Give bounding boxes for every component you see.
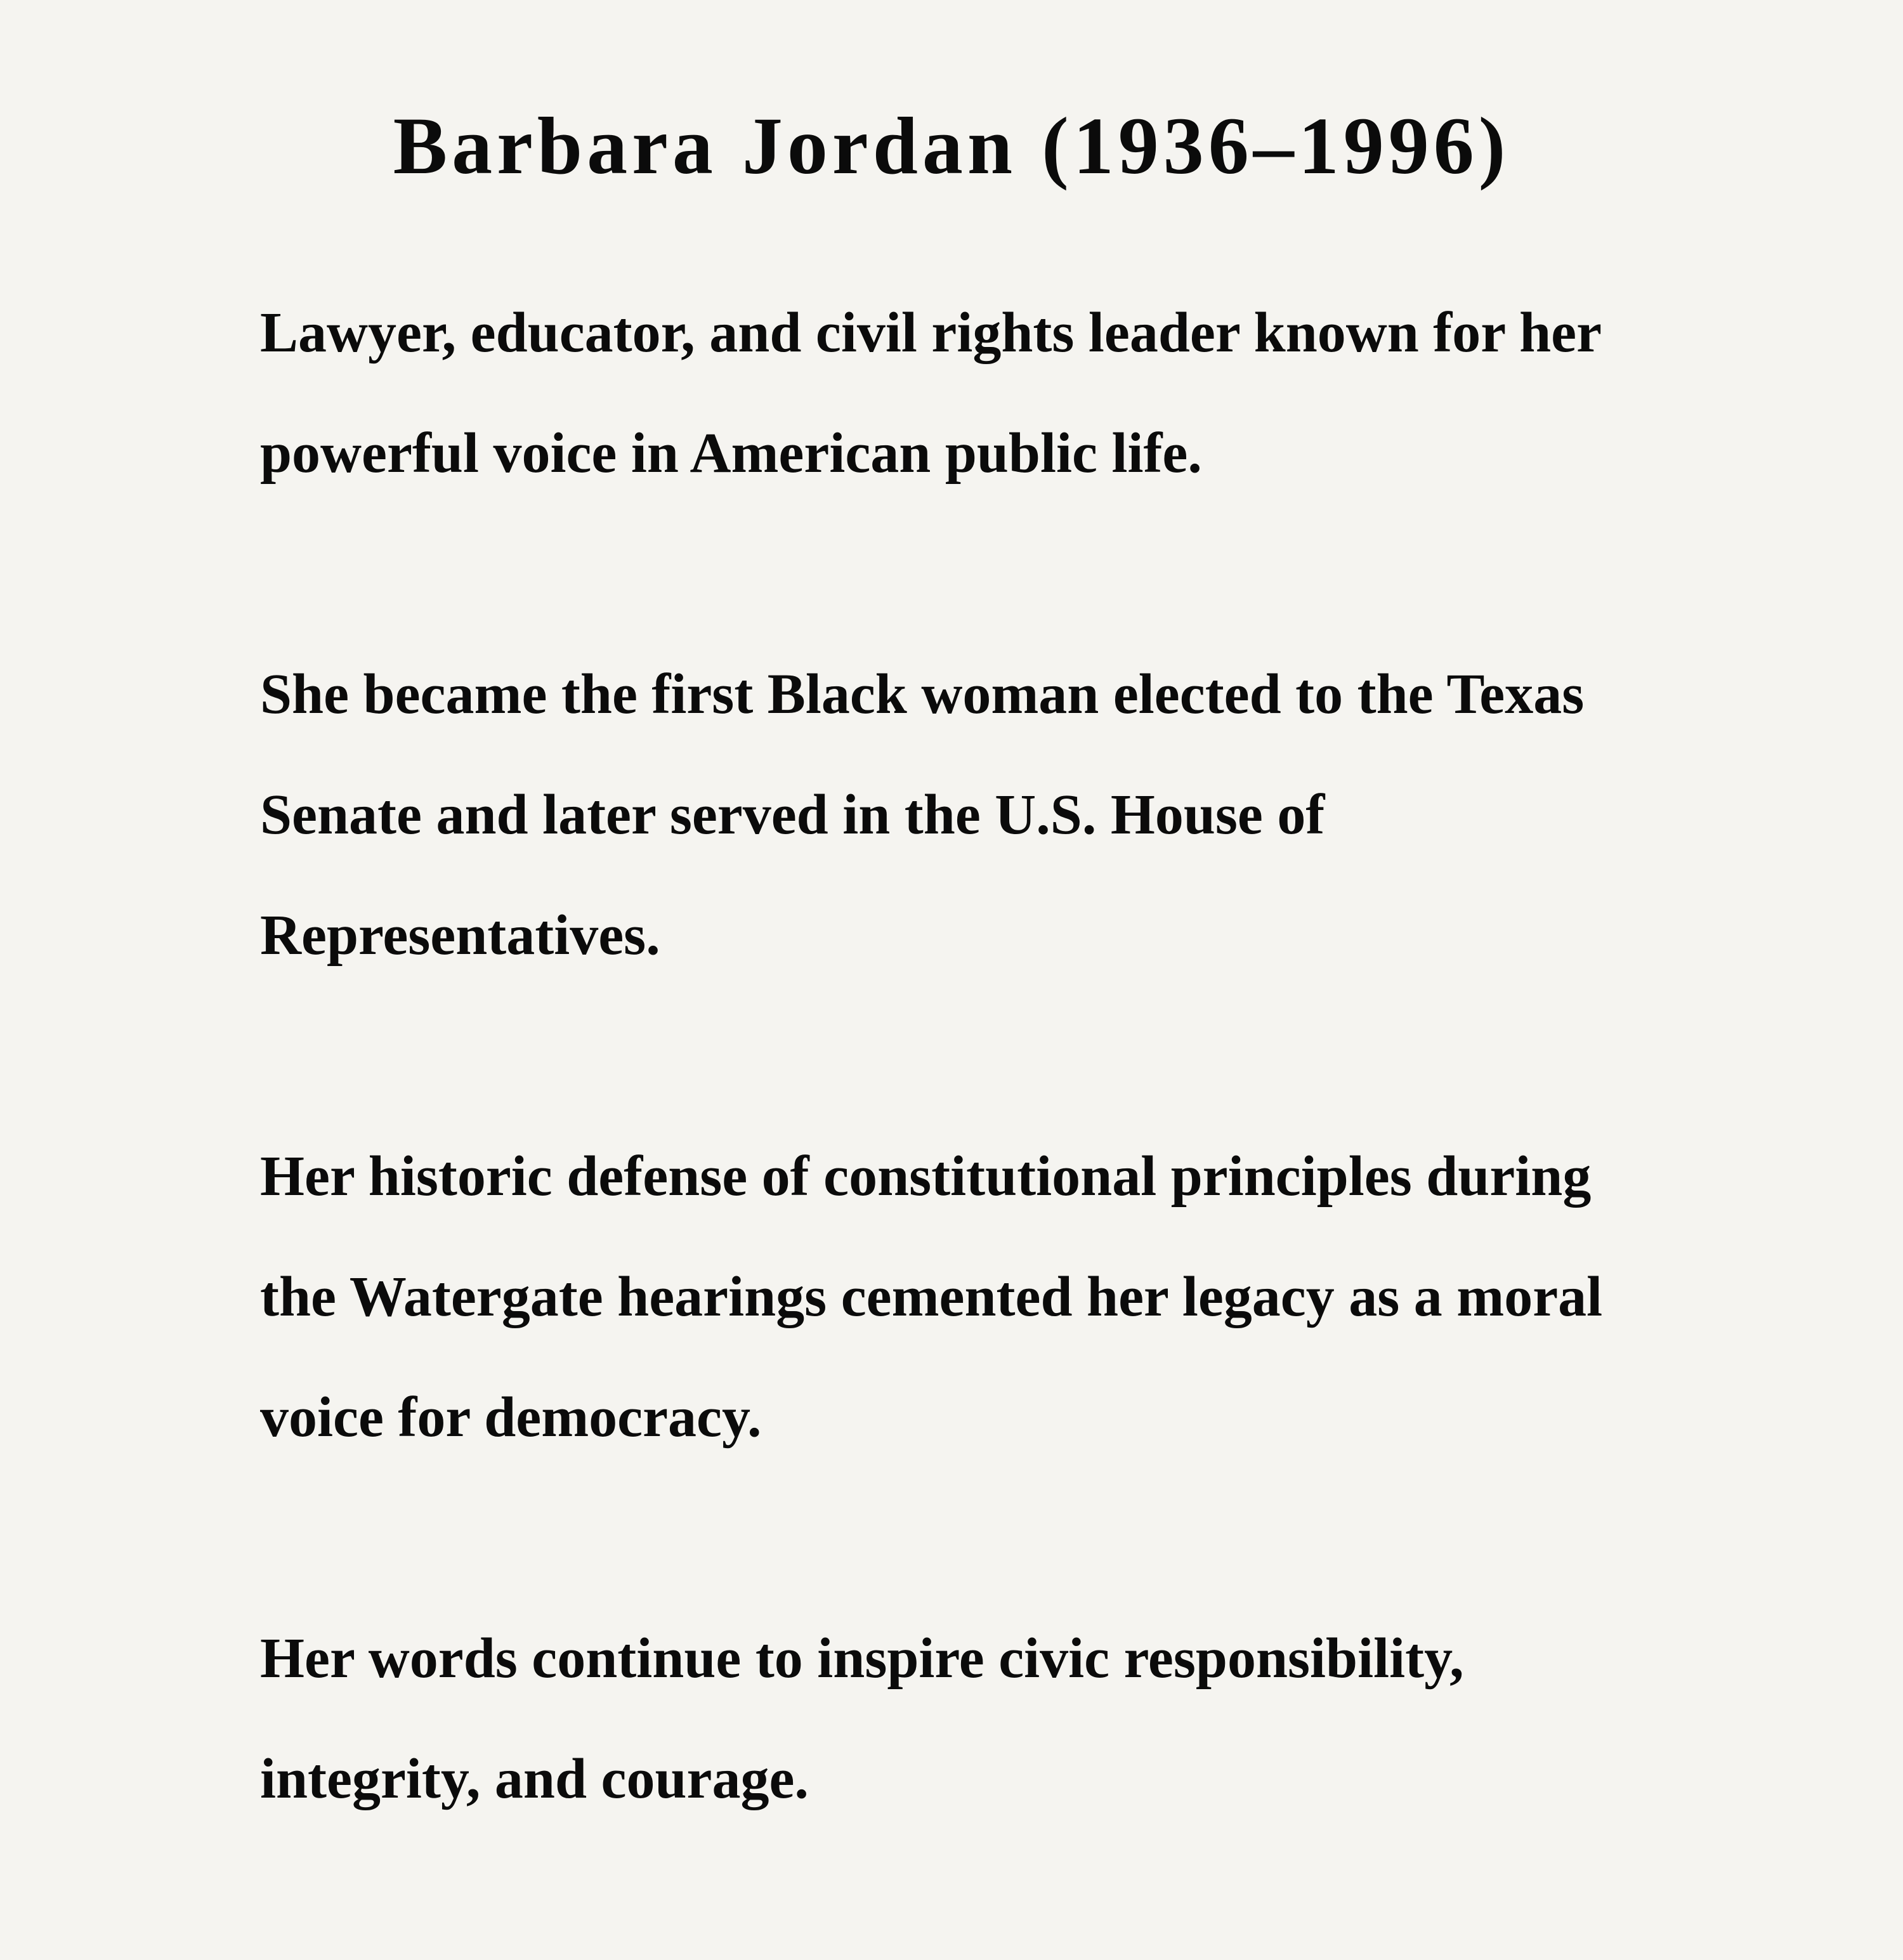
page-title: Barbara Jordan (1936–1996) bbox=[393, 101, 1510, 191]
paragraph-career: She became the first Black woman elected to the Texas Senate and later served in the U.S. House of Representatives. bbox=[260, 663, 1585, 967]
paragraph-watergate: Her historic defense of constitutional principles during the Watergate hearings cemented her legacy as a moral voice for democracy. bbox=[260, 1145, 1603, 1449]
paragraph-legacy: Her words continue to inspire civic responsibility, integrity, and courage. bbox=[260, 1627, 1464, 1810]
biography-body bbox=[260, 273, 1675, 1960]
paragraph-intro: Lawyer, educator, and civil rights leader known for her powerful voice in American public life. bbox=[260, 301, 1601, 485]
